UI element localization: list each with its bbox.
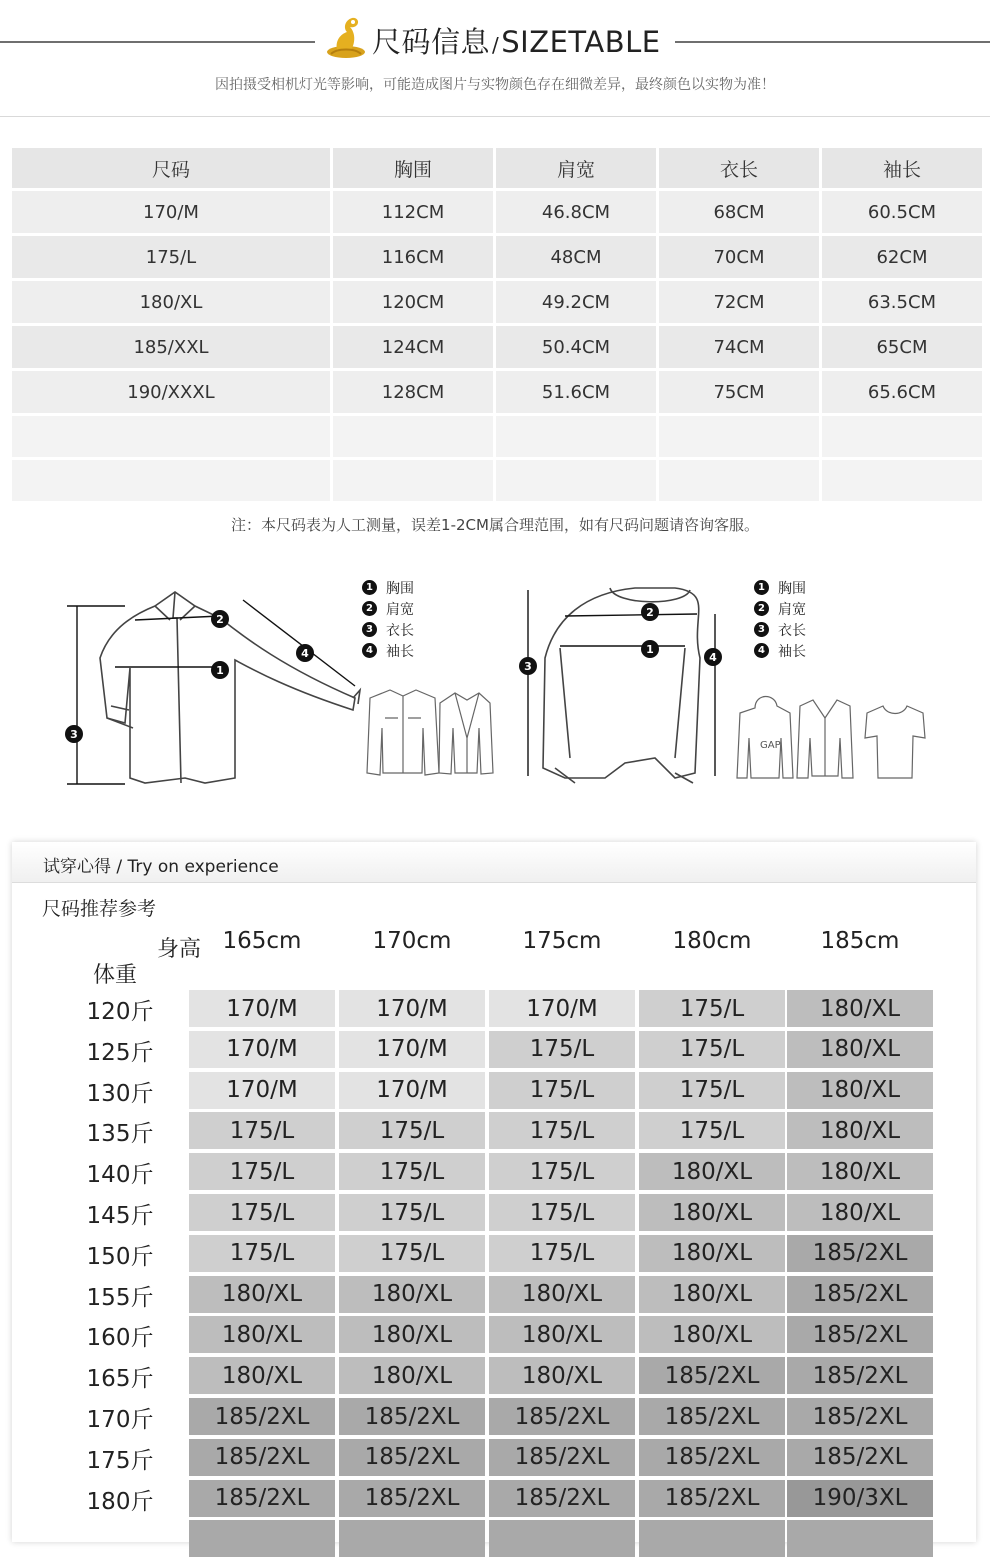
- weight-row-label: 145斤: [86, 1203, 154, 1229]
- size-recommendation-cell: 180/XL: [639, 1276, 785, 1313]
- shirt-marker-2: [211, 610, 229, 628]
- height-column-header: 180cm: [672, 928, 752, 954]
- svg-text:1: 1: [646, 643, 654, 656]
- size-recommendation-cell: 175/L: [489, 1072, 635, 1109]
- diagram-legend-right: [754, 577, 806, 661]
- size-recommendation-cell: 175/L: [639, 990, 785, 1027]
- size-recommendation-cell: 175/L: [489, 1112, 635, 1149]
- size-table-row: [12, 326, 982, 368]
- size-recommendation-cell: 175/L: [189, 1153, 335, 1190]
- legend-item: 2 肩宽: [754, 598, 806, 619]
- size-recommendation-cell: 180/XL: [787, 1194, 933, 1231]
- size-table-cell: 170/M: [12, 191, 330, 233]
- size-table-cell: 62CM: [822, 236, 982, 278]
- size-recommendation-cell: 175/L: [489, 1153, 635, 1190]
- size-table-header-cell: 尺码: [12, 148, 330, 188]
- size-recommendation-cell: 175/L: [489, 1235, 635, 1272]
- header-rule-right: [675, 41, 990, 43]
- sweater-marker-4: [704, 648, 722, 666]
- cardigan-thumbnail-icon: [797, 700, 853, 778]
- panel-header: [12, 842, 976, 883]
- size-table-header-cell: 胸围: [333, 148, 493, 188]
- size-recommendation-cell: 175/L: [189, 1235, 335, 1272]
- size-table-cell: 180/XL: [12, 281, 330, 323]
- height-axis-label: 身高: [157, 937, 202, 962]
- size-table-cell: 75CM: [659, 371, 819, 413]
- size-recommendation-cell: 185/2XL: [189, 1480, 335, 1517]
- svg-text:3: 3: [70, 728, 78, 741]
- shirt-marker-3: [65, 725, 83, 743]
- svg-text:GAP: GAP: [760, 740, 781, 751]
- size-recommendation-cell: 180/XL: [787, 1031, 933, 1068]
- size-recommendation-cell-partial: [189, 1520, 335, 1557]
- tshirt-thumbnail-icon: [865, 706, 925, 778]
- header-title: [372, 20, 661, 61]
- hoodie-thumbnail-icon: [737, 696, 793, 778]
- legend-item: 3 衣长: [754, 619, 806, 640]
- size-table-row: [12, 191, 982, 233]
- size-table-header-row: [12, 148, 982, 188]
- legend-item: 1 胸围: [362, 577, 414, 598]
- size-recommendation-cell: 180/XL: [489, 1316, 635, 1353]
- size-recommendation-cell: 175/L: [639, 1072, 785, 1109]
- header-title-separator: /: [492, 33, 500, 57]
- shirt-measurement-diagram: [55, 578, 495, 793]
- size-recommendation-cell: 185/2XL: [639, 1439, 785, 1476]
- svg-text:4: 4: [301, 647, 309, 660]
- size-recommendation-cell: 185/2XL: [787, 1316, 933, 1353]
- size-recommendation-cell: 175/L: [639, 1112, 785, 1149]
- svg-text:3: 3: [524, 660, 532, 673]
- size-recommendation-cell: 185/2XL: [787, 1357, 933, 1394]
- size-table-cell: 68CM: [659, 191, 819, 233]
- size-recommendation-cell: 185/2XL: [489, 1480, 635, 1517]
- weight-row-label: 160斤: [86, 1325, 154, 1352]
- size-recommendation-cell: 170/M: [189, 1072, 335, 1109]
- weight-row-label: 175斤: [86, 1447, 154, 1474]
- size-recommendation-cell-partial: [787, 1520, 933, 1557]
- size-table-row: [12, 236, 982, 278]
- size-table-cell: 74CM: [659, 326, 819, 368]
- size-table-empty-row: [12, 460, 982, 501]
- size-recommendation-cell: 180/XL: [787, 1072, 933, 1109]
- size-table-cell: 70CM: [659, 236, 819, 278]
- size-recommendation-cell: 180/XL: [787, 1153, 933, 1190]
- size-recommendation-cell: 175/L: [489, 1194, 635, 1231]
- sweater-measurement-diagram: [515, 578, 935, 793]
- size-table-cell: 112CM: [333, 191, 493, 233]
- svg-text:1: 1: [216, 664, 224, 677]
- legend-item: 2 肩宽: [362, 598, 414, 619]
- size-recommendation-cell: 175/L: [639, 1031, 785, 1068]
- size-recommendation-cell: 180/XL: [639, 1316, 785, 1353]
- header-rule-left: [0, 41, 315, 43]
- size-recommendation-cell: 170/M: [339, 1031, 485, 1068]
- sweater-marker-1: [641, 640, 659, 658]
- size-table-cell: 63.5CM: [822, 281, 982, 323]
- size-recommendation-cell: 185/2XL: [639, 1357, 785, 1394]
- size-table-row: [12, 371, 982, 413]
- size-recommendation-cell: 185/2XL: [339, 1398, 485, 1435]
- size-recommendation-cell: 180/XL: [639, 1194, 785, 1231]
- height-column-header: 165cm: [222, 928, 302, 954]
- size-table-cell: 72CM: [659, 281, 819, 323]
- size-table-cell: 128CM: [333, 371, 493, 413]
- diagram-legend-left: [362, 577, 414, 661]
- size-table-cell: 65CM: [822, 326, 982, 368]
- size-table-cell: 48CM: [496, 236, 656, 278]
- size-table-cell: 51.6CM: [496, 371, 656, 413]
- size-recommendation-cell: 185/2XL: [339, 1439, 485, 1476]
- size-recommendation-cell: 180/XL: [339, 1316, 485, 1353]
- jacket-thumbnail-icon: [367, 690, 439, 775]
- shirt-marker-4: [296, 644, 314, 662]
- size-recommendation-cell: 185/2XL: [339, 1480, 485, 1517]
- size-recommendation-cell-partial: [339, 1520, 485, 1557]
- size-recommendation-cell: 185/2XL: [639, 1398, 785, 1435]
- size-table-cell: 116CM: [333, 236, 493, 278]
- size-recommendation-cell: 180/XL: [339, 1276, 485, 1313]
- logo-icon: [325, 14, 367, 60]
- size-table-cell: 190/XXXL: [12, 371, 330, 413]
- size-recommendation-cell: 185/2XL: [639, 1480, 785, 1517]
- recommendation-subtitle: 尺码推荐参考: [42, 898, 157, 920]
- legend-item: 1 胸围: [754, 577, 806, 598]
- size-table-row: [12, 281, 982, 323]
- size-recommendation-cell: 185/2XL: [189, 1439, 335, 1476]
- height-column-header: 170cm: [372, 928, 452, 954]
- header-title-en: SIZETABLE: [501, 25, 661, 59]
- size-recommendation-cell: 175/L: [189, 1112, 335, 1149]
- weight-row-label: 140斤: [86, 1162, 154, 1189]
- size-recommendation-cell: 185/2XL: [787, 1235, 933, 1272]
- size-table-cell: 124CM: [333, 326, 493, 368]
- weight-row-label: 130斤: [86, 1080, 154, 1107]
- size-recommendation-cell: 180/XL: [787, 1112, 933, 1149]
- size-table-cell: 120CM: [333, 281, 493, 323]
- sweater-marker-3: [519, 657, 537, 675]
- height-column-header: 185cm: [820, 928, 900, 954]
- size-recommendation-cell: 180/XL: [339, 1357, 485, 1394]
- weight-axis-label: 体重: [93, 963, 138, 988]
- weight-row-label: 125斤: [86, 1039, 154, 1066]
- size-table-empty-row: [12, 416, 982, 457]
- size-recommendation-cell: 180/XL: [489, 1357, 635, 1394]
- legend-item: 4 袖长: [754, 640, 806, 661]
- size-recommendation-cell-partial: [639, 1520, 785, 1557]
- size-recommendation-cell: 180/XL: [189, 1276, 335, 1313]
- size-recommendation-cell: 180/XL: [189, 1316, 335, 1353]
- header: [0, 0, 990, 118]
- size-recommendation-cell: 185/2XL: [489, 1439, 635, 1476]
- size-table-cell: 49.2CM: [496, 281, 656, 323]
- size-table-header-cell: 衣长: [659, 148, 819, 188]
- svg-text:2: 2: [216, 613, 224, 626]
- size-recommendation-cell: 180/XL: [489, 1276, 635, 1313]
- size-table: [9, 145, 985, 504]
- size-table-cell: 60.5CM: [822, 191, 982, 233]
- weight-row-label: 120斤: [86, 999, 154, 1025]
- size-table-header-cell: 袖长: [822, 148, 982, 188]
- height-column-header: 175cm: [522, 928, 602, 954]
- size-recommendation-cell: 180/XL: [787, 990, 933, 1027]
- size-recommendation-cell: 185/2XL: [787, 1439, 933, 1476]
- size-recommendation-cell: 180/XL: [639, 1235, 785, 1272]
- size-recommendation-cell: 185/2XL: [489, 1398, 635, 1435]
- panel-title: 试穿心得 / Try on experience: [43, 857, 279, 877]
- size-table-cell: 65.6CM: [822, 371, 982, 413]
- header-title-cn: 尺码信息: [372, 25, 491, 59]
- size-recommendation-cell: 185/2XL: [189, 1398, 335, 1435]
- weight-row-label: 165斤: [86, 1366, 154, 1393]
- size-recommendation-cell: 170/M: [339, 1072, 485, 1109]
- color-notice: 因拍摄受相机灯光等影响，可能造成图片与实物颜色存在细微差异，最终颜色以实物为准！: [215, 77, 775, 93]
- size-table-header-cell: 肩宽: [496, 148, 656, 188]
- header-divider: [0, 116, 990, 117]
- blazer-thumbnail-icon: [439, 693, 493, 774]
- size-recommendation-cell: 190/3XL: [787, 1480, 933, 1517]
- weight-row-label: 180斤: [86, 1488, 154, 1515]
- size-recommendation-cell: 180/XL: [639, 1153, 785, 1190]
- size-table-cell: 185/XXL: [12, 326, 330, 368]
- size-table-cell: 46.8CM: [496, 191, 656, 233]
- size-recommendation-cell: 175/L: [339, 1112, 485, 1149]
- weight-row-label: 135斤: [86, 1121, 154, 1148]
- shirt-marker-1: [211, 661, 229, 679]
- size-recommendation-cell: 170/M: [189, 1031, 335, 1068]
- legend-item: 4 袖长: [362, 640, 414, 661]
- weight-row-label: 150斤: [86, 1243, 154, 1270]
- size-recommendation-cell: 185/2XL: [787, 1398, 933, 1435]
- size-table-cell: 50.4CM: [496, 326, 656, 368]
- measurement-note: 注：本尺码表为人工测量，误差1-2CM属合理范围，如有尺码问题请咨询客服。: [231, 516, 759, 534]
- recommendation-panel: [12, 842, 976, 1542]
- size-recommendation-cell-partial: [489, 1520, 635, 1557]
- size-recommendation-cell: 170/M: [489, 990, 635, 1027]
- size-recommendation-cell: 175/L: [339, 1235, 485, 1272]
- size-recommendation-cell: 175/L: [339, 1153, 485, 1190]
- size-recommendation-cell: 170/M: [339, 990, 485, 1027]
- sweater-marker-2: [641, 603, 659, 621]
- size-recommendation-cell: 180/XL: [189, 1357, 335, 1394]
- size-recommendation-cell: 175/L: [189, 1194, 335, 1231]
- legend-item: 3 衣长: [362, 619, 414, 640]
- weight-row-label: 170斤: [86, 1407, 154, 1433]
- weight-row-label: 155斤: [86, 1284, 154, 1311]
- size-recommendation-cell: 185/2XL: [787, 1276, 933, 1313]
- size-recommendation-cell: 175/L: [339, 1194, 485, 1231]
- svg-text:4: 4: [709, 651, 717, 664]
- svg-text:2: 2: [646, 606, 654, 619]
- size-table-cell: 175/L: [12, 236, 330, 278]
- size-recommendation-cell: 175/L: [489, 1031, 635, 1068]
- size-recommendation-cell: 170/M: [189, 990, 335, 1027]
